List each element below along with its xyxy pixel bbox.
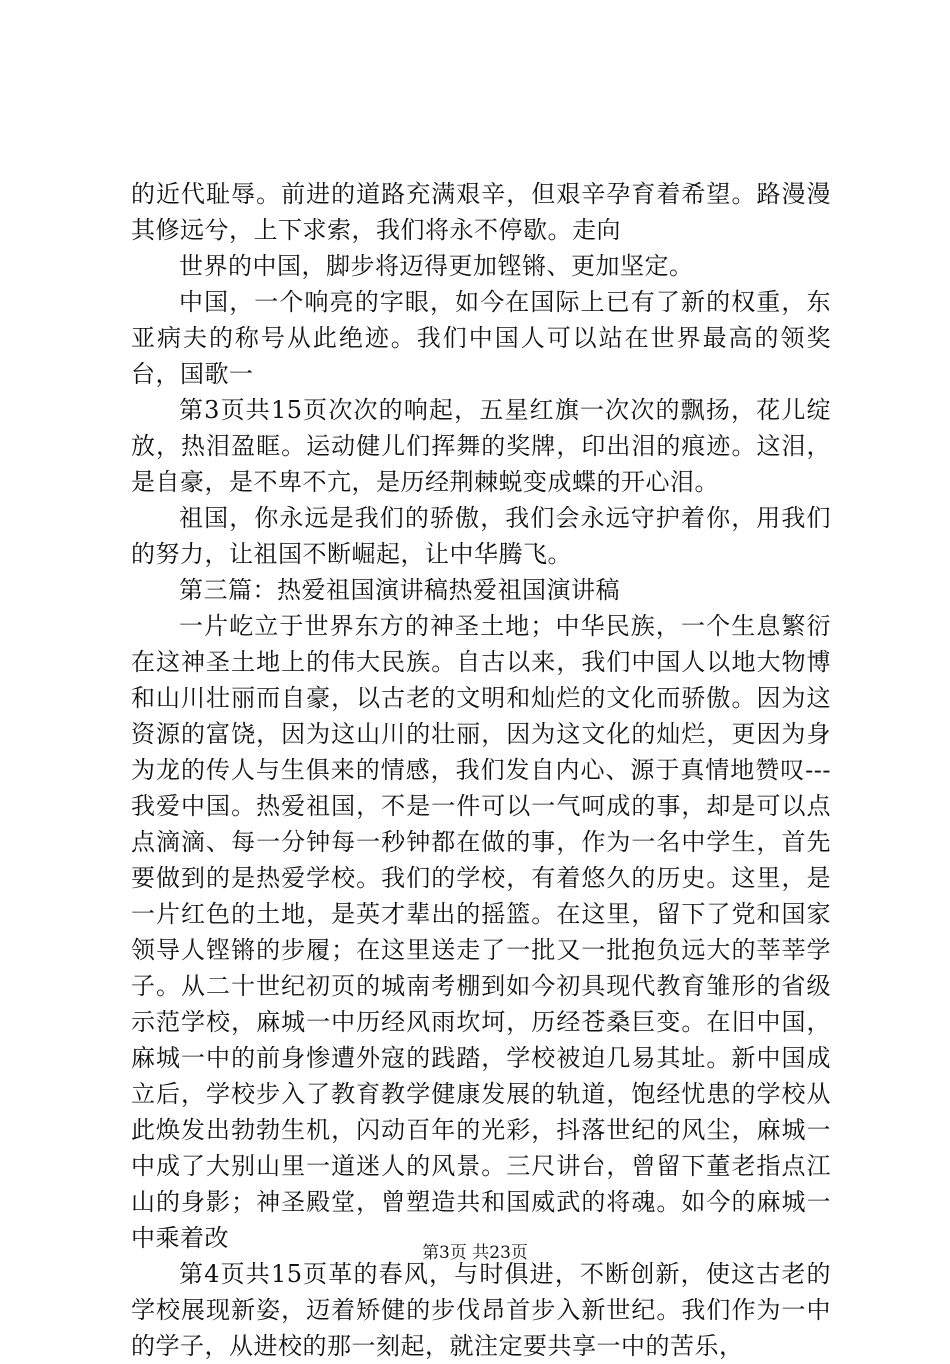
section-heading: 第三篇：热爱祖国演讲稿热爱祖国演讲稿 [179,576,620,604]
page-number-label: 第3页 共23页 [422,1243,528,1263]
paragraph-6: 一片屹立于世界东方的神圣土地；中华民族，一个生息繁衍在这神圣土地上的伟大民族。自古以来，我们中国人以地大物博和山川壮丽而自豪，以古老的文明和灿烂的文化而骄傲。因为这资源的富饶，因为这山川的壮丽，因为这文化的灿烂，更因为身为龙的传人与生俱来的情感，我们发自内心、源于真情地赞叹---我爱中国。热爱祖国，不是一件可以一气呵成的事，却是可以点点滴滴、每一分钟每一秒钟都在做的事，作为一名中学生，首先要做到的是热爱学校。我们的学校，有着悠久的历史。这里，是一片红色的土地，是英才辈出的摇篮。在这里，留下了党和国家领导人铿锵的步履；在这里送走了一批又一批抱负远大的莘莘学子。从二十世纪初页的城南考棚到如今初具现代教育雏形的省级示范学校，麻城一中历经风雨坎坷，历经苍桑巨变。在旧中国，麻城一中的前身惨遭外寇的践踏，学校被迫几易其址。新中国成立后，学校步入了教育教学健康发展的轨道，饱经忧患的学校从此焕发出勃勃生机，闪动百年的光彩，抖落世纪的风尘，麻城一中成了大别山里一道迷人的风景。三尺讲台，曾留下董老指点江山的身影；神圣殿堂，曾塑造共和国威武的将魂。如今的麻城一中乘着改 [131,612,831,1252]
page-footer [0,1242,950,1264]
paragraph-2: 世界的中国，脚步将迈得更加铿锵、更加坚定。 [179,252,694,280]
paragraph-1: 的近代耻辱。前进的道路充满艰辛，但艰辛孕育着希望。路漫漫其修远兮，上下求索，我们将永不停歇。走向 [131,180,831,244]
paragraph-3: 中国，一个响亮的字眼，如今在国际上已有了新的权重，东亚病夫的称号从此绝迹。我们中国人可以站在世界最高的领奖台，国歌一 [131,288,831,388]
paragraph-4: 第3页共15页次次的响起，五星红旗一次次的飘扬，花儿绽放，热泪盈眶。运动健儿们挥舞的奖牌，印出泪的痕迹。这泪，是自豪，是不卑不亢，是历经荆棘蜕变成蝶的开心泪。 [131,396,831,496]
paragraph-5: 祖国，你永远是我们的骄傲，我们会永远守护着你，用我们的努力，让祖国不断崛起，让中华腾飞。 [131,504,831,568]
document-body [131,176,831,1364]
paragraph-7: 第4页共15页革的春风，与时俱进，不断创新，使这古老的学校展现新姿，迈着矫健的步伐昂首步入新世纪。我们作为一中的学子，从进校的那一刻起，就注定要共享一中的苦乐， [131,1260,831,1360]
